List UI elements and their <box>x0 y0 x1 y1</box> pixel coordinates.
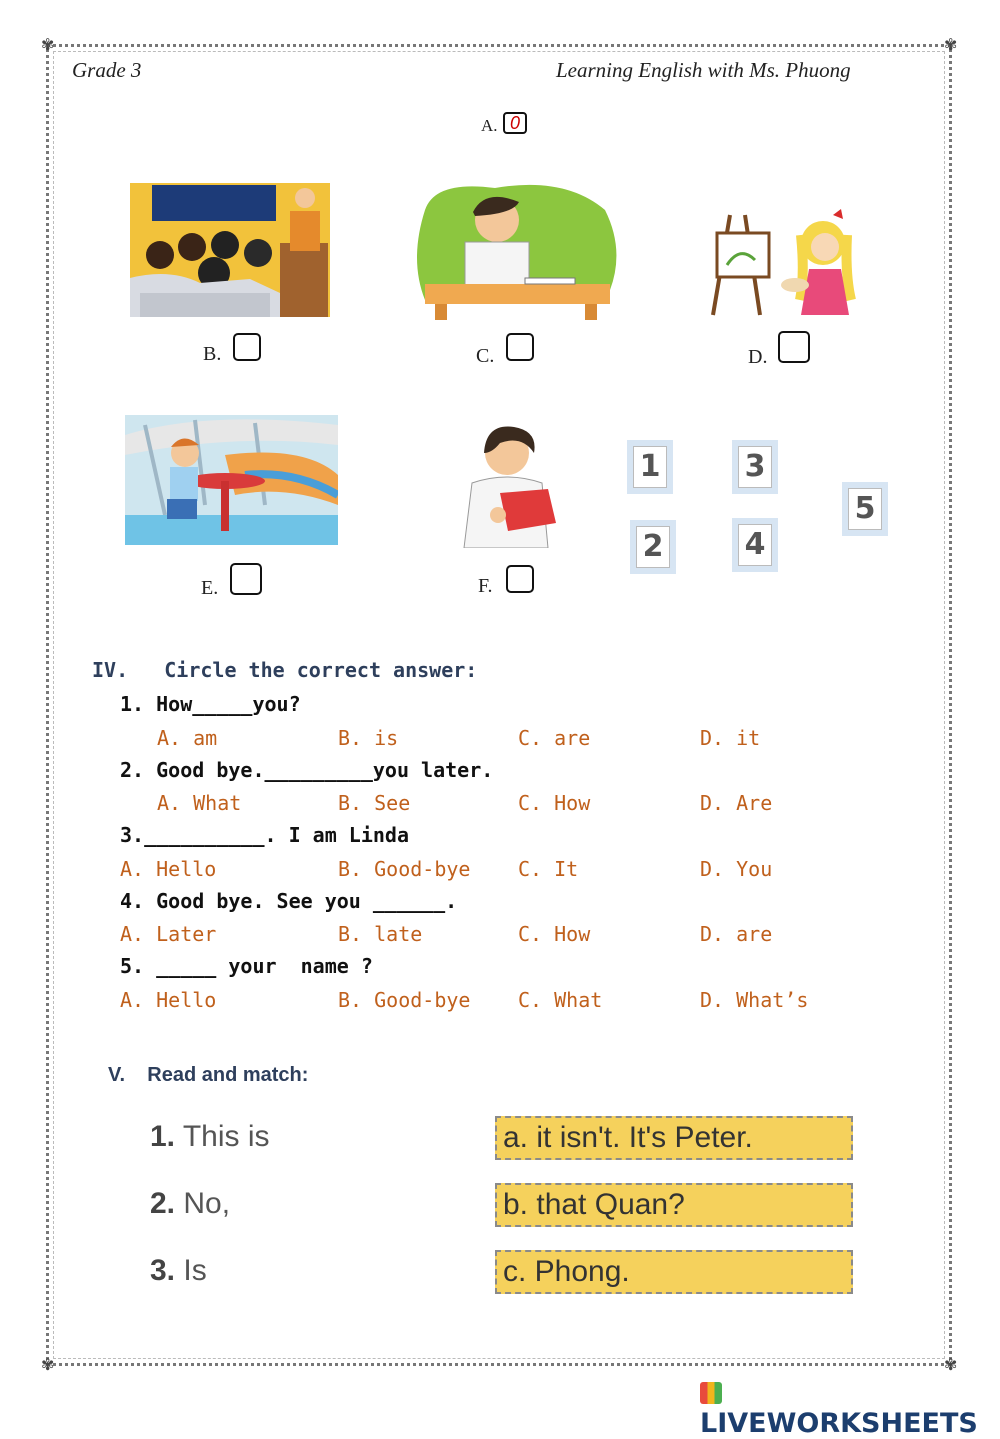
section-5-title: V. Read and match: <box>108 1064 309 1086</box>
student-desk-picture <box>415 180 620 320</box>
label-f: F. <box>478 575 493 597</box>
girl-painting-picture <box>705 205 870 317</box>
option-1a[interactable]: A. am <box>157 726 218 750</box>
corner-ornament: ✾ <box>41 35 55 54</box>
option-2d[interactable]: D. Are <box>700 791 773 815</box>
liveworksheets-logo: LIVEWORKSHEETS <box>700 1377 1000 1439</box>
corner-ornament: ✾ <box>944 35 958 54</box>
label-b: B. <box>203 343 222 365</box>
answer-box-d[interactable] <box>778 331 810 363</box>
match-right-c[interactable]: c. Phong. <box>495 1250 853 1294</box>
answer-box-e[interactable] <box>230 563 262 595</box>
reading-picture <box>452 423 560 548</box>
option-1c[interactable]: C. are <box>518 726 591 750</box>
option-3a[interactable]: A. Hello <box>120 857 217 881</box>
match-right-a[interactable]: a. it isn't. It's Peter. <box>495 1116 853 1160</box>
liveworksheets-icon <box>700 1382 722 1404</box>
option-1d[interactable]: D. it <box>700 726 761 750</box>
number-tile[interactable]: 3 <box>732 440 778 494</box>
question-2: 2. Good bye._________you later. <box>120 758 494 782</box>
question-5: 5. _____ your name ? <box>120 954 373 978</box>
label-e: E. <box>201 577 219 599</box>
option-2c[interactable]: C. How <box>518 791 591 815</box>
answer-box-b[interactable] <box>233 333 261 361</box>
option-5a[interactable]: A. Hello <box>120 988 217 1012</box>
match-left-1: 1. This is <box>150 1120 270 1153</box>
answer-box-a[interactable]: 0 <box>503 112 527 134</box>
question-4: 4. Good bye. See you ______. <box>120 889 458 913</box>
label-a: A. <box>481 116 498 135</box>
match-left-3: 3. Is <box>150 1254 207 1287</box>
number-tile[interactable]: 5 <box>842 482 888 536</box>
option-2a[interactable]: A. What <box>157 791 242 815</box>
answer-box-f[interactable] <box>506 565 534 593</box>
option-5d[interactable]: D. What’s <box>700 988 809 1012</box>
corner-ornament: ✾ <box>41 1355 55 1374</box>
boy-pool-picture <box>125 415 338 545</box>
option-5c[interactable]: C. What <box>518 988 603 1012</box>
classroom-picture <box>130 183 330 317</box>
match-left-2: 2. No, <box>150 1187 231 1220</box>
number-tile[interactable]: 2 <box>630 520 676 574</box>
option-5b[interactable]: B. Good-bye <box>338 988 471 1012</box>
option-2b[interactable]: B. See <box>338 791 411 815</box>
question-1: 1. How_____you? <box>120 692 301 716</box>
header-title: Learning English with Ms. Phuong <box>556 58 851 82</box>
corner-ornament: ✾ <box>944 1355 958 1374</box>
label-c: C. <box>476 345 495 367</box>
option-3d[interactable]: D. You <box>700 857 773 881</box>
question-3: 3.__________. I am Linda <box>120 823 409 847</box>
option-4a[interactable]: A. Later <box>120 922 217 946</box>
section-4-title: IV. Circle the correct answer: <box>92 658 478 682</box>
option-4c[interactable]: C. How <box>518 922 591 946</box>
header-grade: Grade 3 <box>72 58 142 82</box>
option-3b[interactable]: B. Good-bye <box>338 857 471 881</box>
option-4b[interactable]: B. late <box>338 922 423 946</box>
option-3c[interactable]: C. It <box>518 857 579 881</box>
label-d: D. <box>748 346 768 368</box>
option-1b[interactable]: B. is <box>338 726 399 750</box>
number-tile[interactable]: 4 <box>732 518 778 572</box>
number-tile[interactable]: 1 <box>627 440 673 494</box>
option-4d[interactable]: D. are <box>700 922 773 946</box>
answer-box-c[interactable] <box>506 333 534 361</box>
match-right-b[interactable]: b. that Quan? <box>495 1183 853 1227</box>
